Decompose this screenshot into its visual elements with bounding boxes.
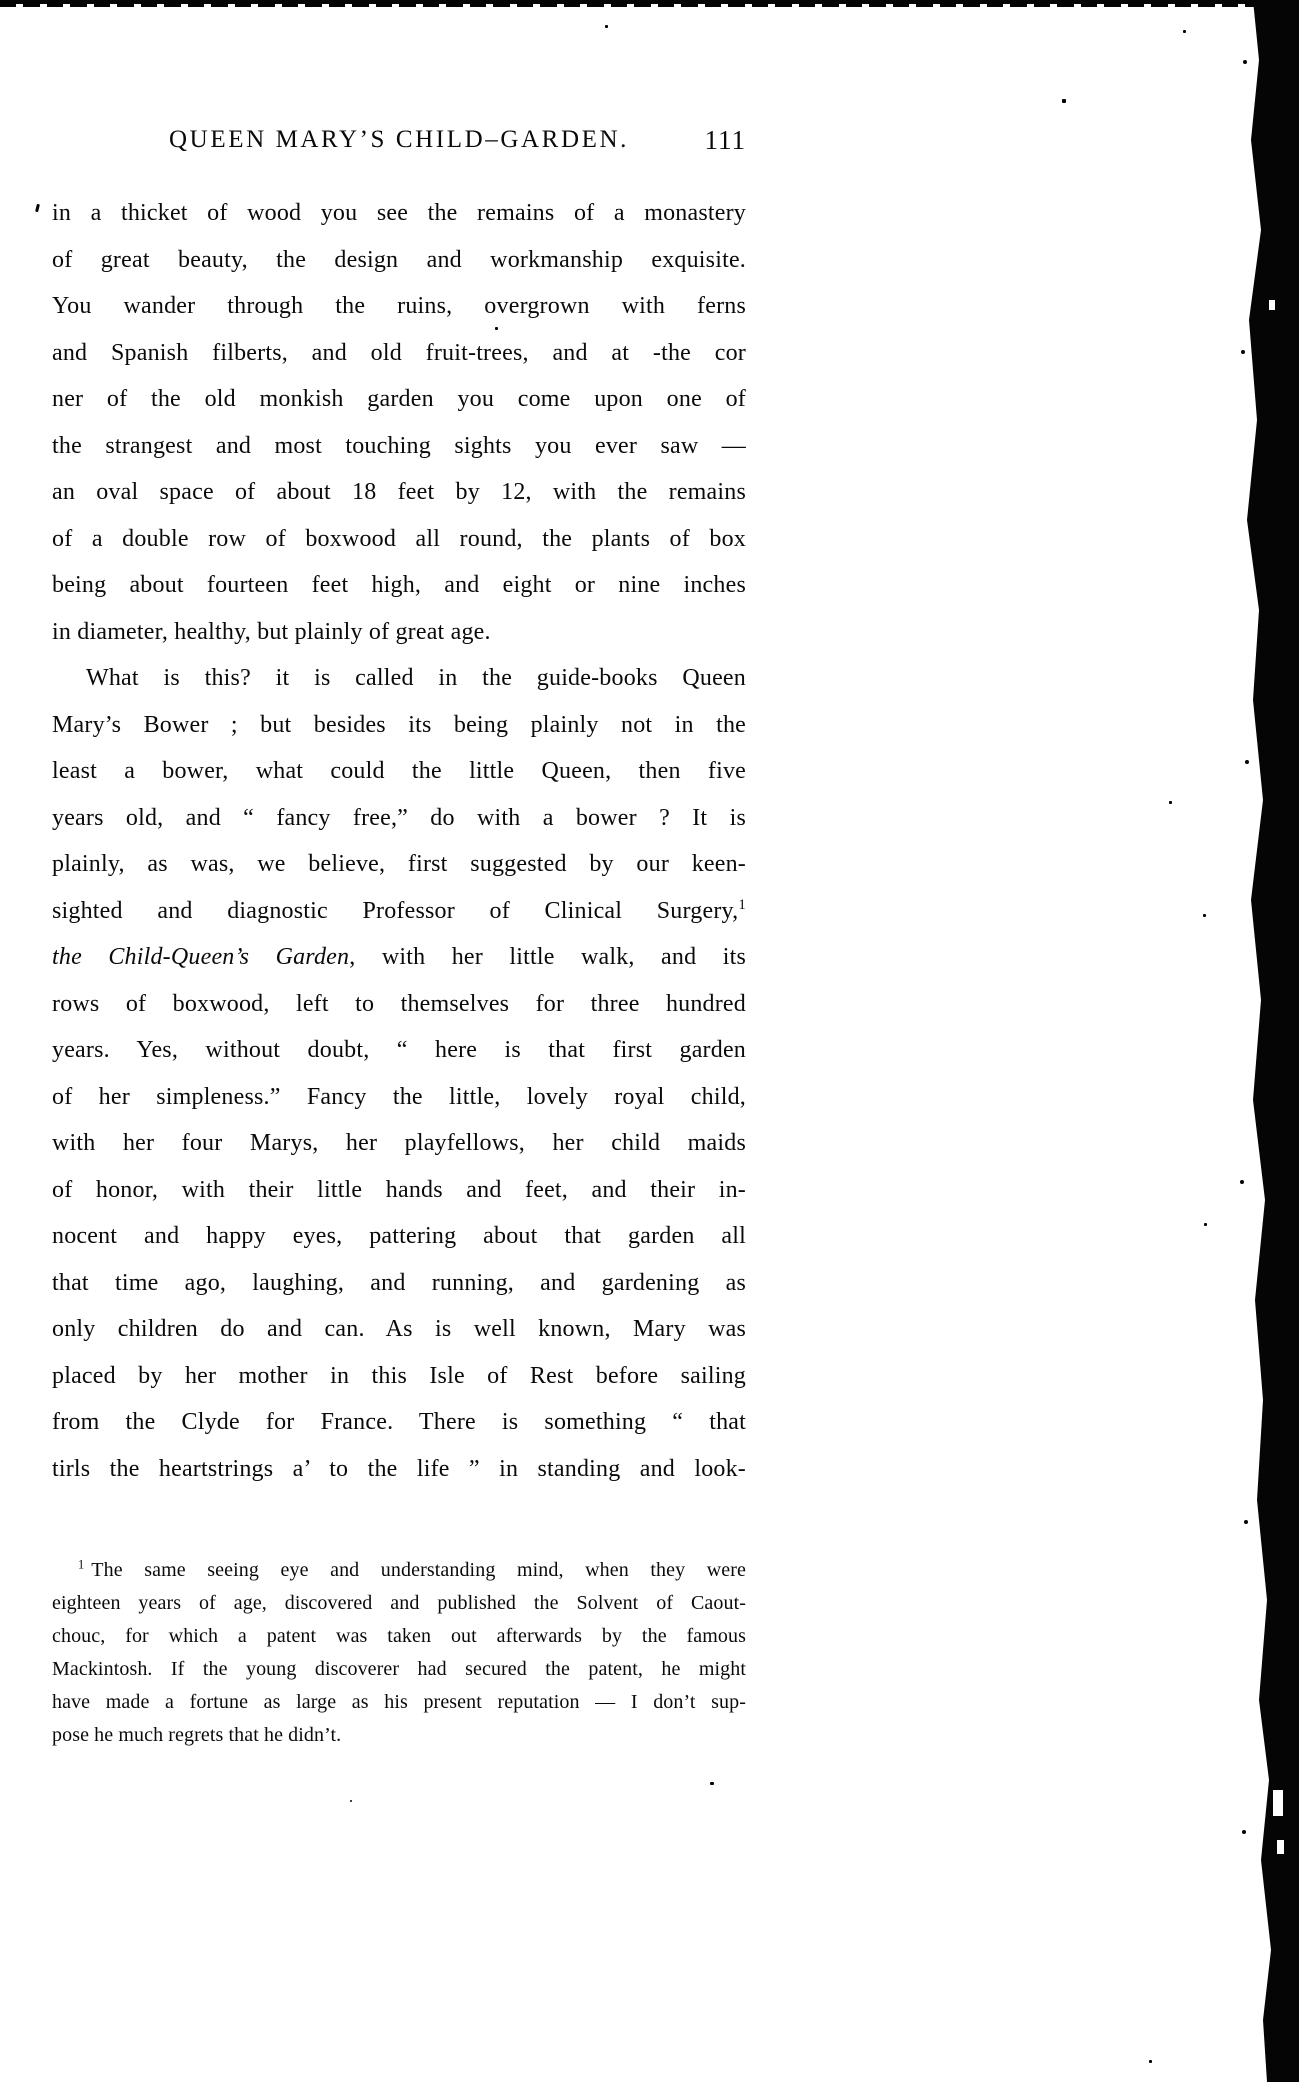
text-line: of honor, with their little hands and feet, and their in-	[52, 1176, 746, 1203]
text-run: The same seeing eye and understanding mind, when they were	[91, 1559, 746, 1581]
footnote-line: have made a fortune as large as his present reputation — I don’t sup-	[52, 1691, 746, 1713]
scan-edge-top-ragged	[0, 4, 1299, 7]
text-line: What is this? it is called in the guide-books Queen	[86, 665, 746, 691]
page-number: 111	[704, 125, 746, 155]
text-line: years old, and “ fancy free,” do with a bower ? It is	[52, 804, 746, 831]
text-line: being about fourteen feet high, and eight or nine inches	[52, 572, 746, 598]
text-line-with-footnote-mark	[52, 888, 746, 935]
text-line: of a double row of boxwood all round, the plants of box	[52, 525, 746, 552]
ink-speck	[1204, 1223, 1207, 1226]
text-line: tirls the heartstrings a’ to the life ” in standing and look-	[52, 1455, 746, 1482]
footnote-line	[78, 1554, 746, 1587]
text-line: in diameter, healthy, but plainly of great age.	[52, 618, 491, 645]
text-line: You wander through the ruins, overgrown with ferns	[52, 293, 746, 319]
ink-speck	[1062, 99, 1066, 103]
text-line: the strangest and most touching sights you ever saw —	[52, 432, 746, 459]
footnote-mark: 1	[78, 1557, 85, 1572]
ink-speck	[350, 1800, 352, 1802]
text-line: and Spanish filberts, and old fruit-trees, and at -the cor	[52, 339, 746, 366]
text-line: from the Clyde for France. There is something “ that	[52, 1409, 746, 1435]
text-run: , with her little walk, and its	[349, 944, 746, 970]
ink-speck	[1183, 30, 1186, 33]
ink-speck	[35, 204, 40, 212]
text-line-with-italic	[52, 934, 746, 981]
text-line: nocent and happy eyes, pattering about that garden all	[52, 1223, 746, 1249]
text-line: that time ago, laughing, and running, and gardening as	[52, 1269, 746, 1296]
ink-speck	[710, 1782, 714, 1785]
text-line: in a thicket of wood you see the remains of a monastery	[52, 200, 746, 226]
text-line: ner of the old monkish garden you come upon one of	[52, 386, 746, 412]
text-line: only children do and can. As is well known, Mary was	[52, 1316, 746, 1342]
running-header	[52, 126, 746, 166]
text-line: years. Yes, without doubt, “ here is that first garden	[52, 1037, 746, 1063]
footnote	[52, 1554, 746, 1752]
text-run: sighted and diagnostic Professor of Clinical Surgery,	[52, 897, 739, 924]
paragraph	[52, 655, 746, 1492]
italic-phrase: the Child-Queen’s Garden	[52, 944, 350, 970]
ink-speck	[1169, 801, 1172, 804]
footnote-line: Mackintosh. If the young discoverer had secured the patent, he might	[52, 1658, 746, 1680]
footnote-line: chouc, for which a patent was taken out afterwards by the famous	[52, 1625, 746, 1647]
footnote-line: eighteen years of age, discovered and published the Solvent of Caout-	[52, 1592, 746, 1614]
text-line: of great beauty, the design and workmanship exquisite.	[52, 246, 746, 273]
ink-speck	[605, 25, 608, 28]
text-line: with her four Marys, her playfellows, her child maids	[52, 1130, 746, 1156]
paragraph	[52, 190, 746, 655]
running-header-title: QUEEN MARY’S CHILD–GARDEN.	[169, 126, 629, 153]
ink-speck	[1203, 914, 1206, 917]
text-line: an oval space of about 18 feet by 12, with the remains	[52, 479, 746, 505]
text-line: of her simpleness.” Fancy the little, lovely royal child,	[52, 1083, 746, 1110]
ink-speck	[1149, 2060, 1152, 2063]
page-body	[52, 190, 746, 1752]
footnote-line: pose he much regrets that he didn’t.	[52, 1724, 342, 1746]
text-line: rows of boxwood, left to themselves for three hundred	[52, 990, 746, 1017]
text-line: plainly, as was, we believe, first suggested by our keen-	[52, 851, 746, 877]
footnote-reference: 1	[738, 896, 746, 913]
text-line: least a bower, what could the little Queen, then five	[52, 758, 746, 784]
scan-edge-right	[1239, 0, 1299, 2082]
text-line: Mary’s Bower ; but besides its being plainly not in the	[52, 711, 746, 738]
text-line: placed by her mother in this Isle of Rest before sailing	[52, 1362, 746, 1389]
